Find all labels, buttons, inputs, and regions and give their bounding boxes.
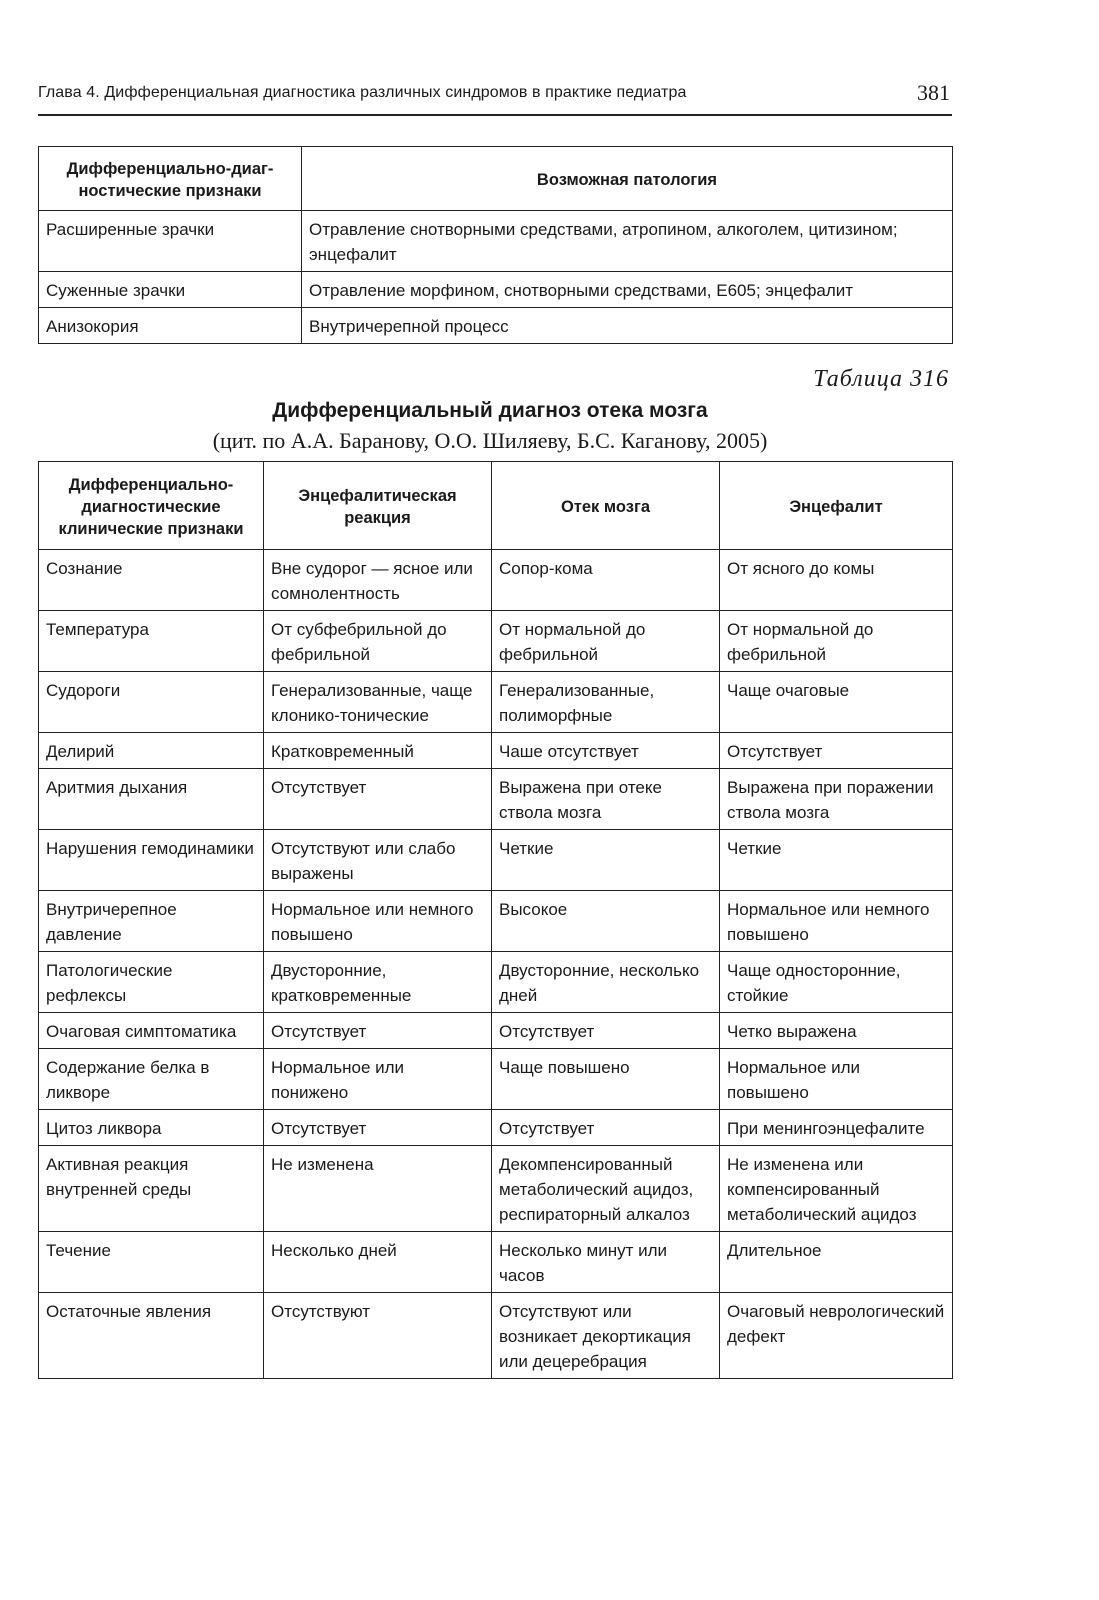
table-row [39,1232,953,1293]
table-cell: Остаточные явления [39,1293,264,1379]
table-row [39,891,953,952]
table-cell: Чаще повышено [492,1049,720,1110]
table-cell: Аритмия дыхания [39,769,264,830]
table-cell: Отсутствует [264,1110,492,1146]
table-cell: Нормальное или повышено [720,1049,953,1110]
column-header: Отек мозга [492,462,720,550]
table-cell: Выражена при отеке ствола мозга [492,769,720,830]
table-cell: Не изменена [264,1146,492,1232]
table-cell: Генерализованные, полиморфные [492,672,720,733]
table-cell: Чаше отсутствует [492,733,720,769]
table-row [39,952,953,1013]
table-cell: От нормальной до фебрильной [720,611,953,672]
table-row [39,830,953,891]
table-cell: Вне судорог — ясное или сомнолентность [264,550,492,611]
table-cell: Сознание [39,550,264,611]
table-cell: Двусторонние, кратковременные [264,952,492,1013]
table-row [39,550,953,611]
page-header [38,80,952,116]
table-cell: Нормальное или немного повышено [264,891,492,952]
table-cell: Выражена при поражении ствола мозга [720,769,953,830]
table-cell: Несколько дней [264,1232,492,1293]
table-cell: Течение [39,1232,264,1293]
table-cell: Температура [39,611,264,672]
table-cell: Высокое [492,891,720,952]
table-cell: Сопор-кома [492,550,720,611]
table-cell: Чаще очаговые [720,672,953,733]
table-cell: От ясного до комы [720,550,953,611]
table-number-label: Таблица 316 [813,366,949,392]
table-cell: Отравление снотворными средствами, атропином, алкоголем, цитизином; энцефалит [302,211,953,272]
table-cell: Отравление морфином, снотворными средствами, Е605; энцефалит [302,272,953,308]
table-cell: Нормальное или немного повышено [720,891,953,952]
table-cell: Декомпенсированный метаболический ацидоз, респираторный алкалоз [492,1146,720,1232]
table-row [39,1110,953,1146]
table-cell: Отсутствуют [264,1293,492,1379]
table-row [39,733,953,769]
table-cell: Отсутствует [720,733,953,769]
column-header: Дифференциально-диаг-ностические признаки [39,147,302,211]
table-cell: Нормальное или понижено [264,1049,492,1110]
column-header: Возможная патология [302,147,953,211]
table-cell: Не изменена или компенсированный метаболический ацидоз [720,1146,953,1232]
table-cell: Анизокория [39,308,302,344]
table-cell: Отсутствует [264,1013,492,1049]
table-cell: Отсутствует [492,1013,720,1049]
table-row [39,308,953,344]
table-cell: Четко выражена [720,1013,953,1049]
table-cell: Отсутствуют или возникает декортикация или децеребрация [492,1293,720,1379]
column-header: Энцефалит [720,462,953,550]
table-cell: Суженные зрачки [39,272,302,308]
column-header: Энцефалитическая реакция [264,462,492,550]
table-cell: Двусторонние, несколько дней [492,952,720,1013]
table-cell: Отсутствует [264,769,492,830]
table-cell: Патологические рефлексы [39,952,264,1013]
table-cell: Четкие [492,830,720,891]
table-row [39,211,953,272]
table-cell: Кратковременный [264,733,492,769]
table-row [39,272,953,308]
table-cell: Несколько минут или часов [492,1232,720,1293]
table-cell: Делирий [39,733,264,769]
table-cell: Очаговая симптоматика [39,1013,264,1049]
table-cell: Длительное [720,1232,953,1293]
table-cell: Чаще односторонние, стойкие [720,952,953,1013]
table-cell: Отсутствуют или слабо выражены [264,830,492,891]
column-header: Дифференциально-диагностические клинические признаки [39,462,264,550]
table-cell: Содержание белка в ликворе [39,1049,264,1110]
table-row [39,1049,953,1110]
table-cell: Цитоз ликвора [39,1110,264,1146]
table-row [39,1013,953,1049]
table-cell: Внутричерепное давление [39,891,264,952]
table-title: Дифференциальный диагноз отека мозга [272,399,708,422]
table-cell: При менингоэнцефалите [720,1110,953,1146]
cerebral-edema-table [38,461,953,1379]
table-cell: Нарушения гемодинамики [39,830,264,891]
table-header-row [39,147,953,211]
table-cell: Отсутствует [492,1110,720,1146]
table-row [39,672,953,733]
table-cell: Четкие [720,830,953,891]
table-cell: Генерализованные, чаще клонико-тонические [264,672,492,733]
table-cell: Судороги [39,672,264,733]
table-row [39,1146,953,1232]
table-cell: Внутричерепной процесс [302,308,953,344]
table-row [39,611,953,672]
table-cell: От субфебрильной до фебрильной [264,611,492,672]
table-cell: Расширенные зрачки [39,211,302,272]
table-row [39,1293,953,1379]
table-cell: От нормальной до фебрильной [492,611,720,672]
table-cell: Очаговый неврологический дефект [720,1293,953,1379]
running-head: Глава 4. Дифференциальная диагностика различных синдромов в практике педиатра [38,84,687,101]
pupil-signs-table [38,146,953,344]
table-header-row [39,462,953,550]
table-subtitle: (цит. по А.А. Баранову, О.О. Шиляеву, Б.С. Каганову, 2005) [212,428,768,453]
table-row [39,769,953,830]
table-cell: Активная реакция внутренней среды [39,1146,264,1232]
page-number: 381 [917,80,950,105]
